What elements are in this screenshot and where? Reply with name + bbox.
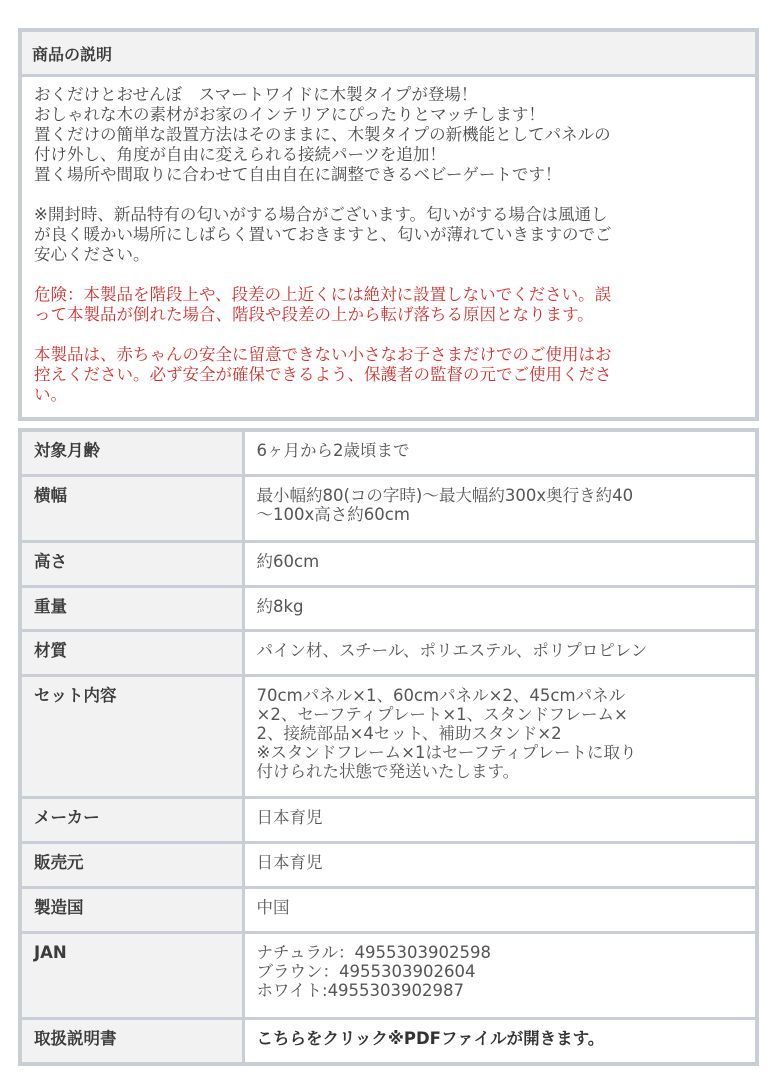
supervision-warning-line: 本製品は、赤ちゃんの安全に留意できない小さなお子さまだけでのご使用はお	[34, 345, 612, 364]
danger-warning-line: って本製品が倒れた場合、階段や段差の上から転げ落ちる原因となります。	[34, 305, 594, 324]
spec-label: 販売元	[20, 842, 243, 887]
spec-label: 対象月齢	[20, 430, 243, 475]
manual-pdf-link[interactable]: こちらをクリック※PDFファイルが開きます。	[243, 1018, 757, 1064]
product-description-box	[18, 28, 759, 421]
spec-label: 製造国	[20, 887, 243, 932]
spec-value: ナチュラル：4955303902598 ブラウン：4955303902604 ホワイト:4955303902987	[243, 932, 757, 1018]
description-body	[22, 77, 755, 405]
spec-value: パイン材、スチール、ポリエステル、ポリプロピレン	[243, 630, 757, 675]
spec-label: セット内容	[20, 675, 243, 797]
spec-value: 最小幅約80(コの字時)～最大幅約300x奥行き約40 ～100x高さ約60cm	[243, 475, 757, 541]
description-line: おしゃれな木の素材がお家のインテリアにぴったりとマッチします！	[34, 105, 545, 124]
odor-notice-line: 安心ください。	[34, 245, 150, 264]
spec-row-manual	[20, 1018, 757, 1064]
spec-row-weight	[20, 586, 757, 630]
spec-row-width	[20, 475, 757, 541]
description-line: 置くだけの簡単な設置方法はそのままに、木製タイプの新機能としてパネルの	[34, 125, 611, 144]
spec-label: 重量	[20, 586, 243, 630]
description-line: 置く場所や間取りに合わせて自由自在に調整できるベビーゲートです！	[34, 165, 562, 184]
spec-value: 70cmパネル×1、60cmパネル×2、45cmパネル ×2、セーフティプレート×1、スタンドフレーム× 2、接続部品×4セット、補助スタンド×2 ※スタンドフレーム×1はセーフティプレートに取り 付けられた状態で発送いたします。	[243, 675, 757, 797]
spec-label: 取扱説明書	[20, 1018, 243, 1064]
danger-warning-line: 危険：本製品を階段上や、段差の上近くには絶対に設置しないでください。誤	[34, 285, 612, 304]
description-header: 商品の説明	[22, 32, 755, 77]
odor-notice-line: ※開封時、新品特有の匂いがする場合がございます。匂いがする場合は風通し	[34, 205, 608, 224]
spec-row-country	[20, 887, 757, 932]
spec-row-contents	[20, 675, 757, 797]
spec-row-target-age	[20, 430, 757, 475]
spec-label: 材質	[20, 630, 243, 675]
spec-label: 横幅	[20, 475, 243, 541]
spec-value: 約60cm	[243, 541, 757, 586]
supervision-warning-line: 控えください。必ず安全が確保できるよう、保護者の監督の元でご使用くださ	[34, 365, 612, 384]
description-line: おくだけとおせんぼ スマートワイドに木製タイプが登場！	[34, 85, 478, 104]
spec-value: 約8kg	[243, 586, 757, 630]
spec-row-height	[20, 541, 757, 586]
spec-value: 6ヶ月から2歳頃まで	[243, 430, 757, 475]
spec-row-maker	[20, 797, 757, 842]
spec-row-seller	[20, 842, 757, 887]
spec-value: 日本育児	[243, 797, 757, 842]
spec-row-jan	[20, 932, 757, 1018]
spec-value: 中国	[243, 887, 757, 932]
spec-label: メーカー	[20, 797, 243, 842]
spec-label: JAN	[20, 932, 243, 1018]
spec-row-material	[20, 630, 757, 675]
supervision-warning-line: い。	[34, 385, 67, 404]
spec-label: 高さ	[20, 541, 243, 586]
odor-notice-line: が良く暖かい場所にしばらく置いておきますと、匂いが薄れていきますのでご	[34, 225, 612, 244]
description-line: 付け外し、角度が自由に変えられる接続パーツを追加！	[34, 145, 446, 164]
spec-value: 日本育児	[243, 842, 757, 887]
spec-table	[18, 428, 759, 1066]
